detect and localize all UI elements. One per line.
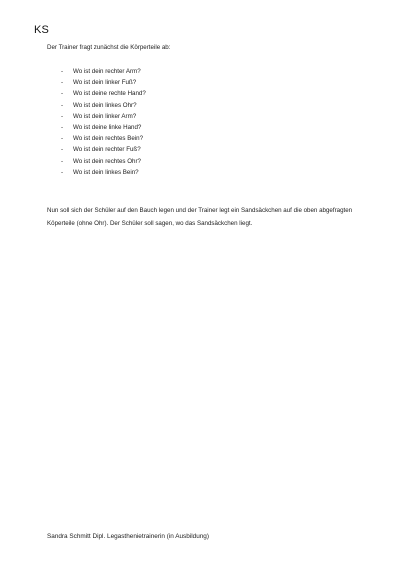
question-text: Wo ist dein rechtes Ohr? [73,157,141,165]
question-text: Wo ist dein rechter Arm? [73,68,141,75]
list-item [61,66,146,77]
page-footer: Sandra Schmitt Dipl. Legasthenietrainerin (in Ausbildung) [47,533,209,540]
list-item [61,77,146,88]
list-item [61,167,146,178]
list-item [61,156,146,167]
list-bullet: - [61,90,64,98]
question-text: Wo ist dein linker Arm? [73,112,137,120]
question-text: Wo ist dein linkes Ohr? [73,101,137,109]
instruction-paragraph: Nun soll sich der Schüler auf den Bauch legen und der Trainer legt ein Sandsäckchen auf die oben abgefragten Köperteile (ohne Ohr). Der Schüler soll sagen, wo das Sandsäckchen liegt. [47,207,353,228]
list-bullet: - [61,135,64,143]
question-text: Wo ist dein linker Fuß? [73,79,137,87]
list-item [61,122,146,133]
list-bullet: - [61,157,64,165]
list-bullet: - [61,101,64,109]
question-list [61,66,146,178]
list-item [61,144,146,155]
question-text: Wo ist dein rechtes Bein? [73,135,144,143]
list-bullet: - [61,168,64,176]
list-item [61,88,146,99]
question-text: Wo ist dein rechter Fuß? [73,146,141,154]
list-item [61,133,146,144]
question-text: Wo ist deine linke Hand? [73,123,142,131]
list-item [61,100,146,111]
page-header: KS [34,24,50,36]
list-bullet: - [61,146,64,154]
list-item [61,111,146,122]
list-bullet: - [61,112,64,120]
question-text: Wo ist dein linkes Bein? [73,168,139,176]
list-bullet: - [61,79,64,87]
list-bullet: - [61,68,64,75]
list-bullet: - [61,123,64,131]
intro-text: Der Trainer fragt zunächst die Körperteile ab: [47,44,171,51]
question-text: Wo ist deine rechte Hand? [73,90,146,98]
